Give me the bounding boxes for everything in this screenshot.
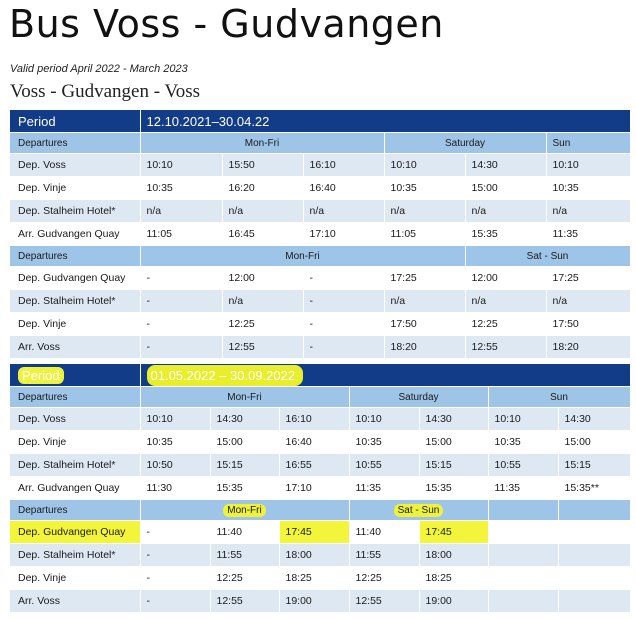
time-cell [558, 544, 630, 567]
time-cell: 10:10 [384, 154, 465, 177]
time-cell: 17:45 [279, 521, 349, 544]
period-bar [10, 364, 630, 387]
time-cell: 11:55 [349, 544, 419, 567]
period-label-text: Period [22, 367, 60, 383]
time-cell: 10:10 [140, 408, 210, 431]
time-cell: 15:00 [419, 431, 488, 454]
time-cell: 15:15 [558, 454, 630, 477]
time-cell: 16:20 [222, 177, 303, 200]
header-mon-fri: Mon-Fri [140, 246, 465, 267]
time-cell: 12:25 [349, 567, 419, 590]
header-sun: Sun [488, 387, 630, 408]
time-cell: 18:00 [279, 544, 349, 567]
header-mon-fri: Mon-Fri [140, 133, 384, 154]
stop-name: Dep. Stalheim Hotel* [10, 200, 140, 223]
time-cell: 10:10 [349, 408, 419, 431]
time-cell [488, 590, 558, 613]
period-dates [140, 364, 630, 387]
time-cell: 15:35** [558, 477, 630, 500]
time-cell: 11:30 [140, 477, 210, 500]
time-cell: 19:00 [279, 590, 349, 613]
time-cell: 15:50 [222, 154, 303, 177]
time-cell: 17:50 [384, 313, 465, 336]
time-cell: 18:00 [419, 544, 488, 567]
header-sat-sun: Sat - Sun [465, 246, 630, 267]
table-row [10, 408, 630, 431]
header-row [10, 246, 630, 267]
time-cell: 11:35 [488, 477, 558, 500]
time-cell: 12:55 [222, 336, 303, 359]
time-cell: 17:10 [303, 223, 384, 246]
time-cell: 18:25 [419, 567, 488, 590]
time-cell: 16:40 [303, 177, 384, 200]
time-cell: 18:20 [546, 336, 630, 359]
time-cell: n/a [140, 200, 222, 223]
stop-name: Arr. Voss [10, 590, 140, 613]
stop-name: Arr. Gudvangen Quay [10, 223, 140, 246]
time-cell: 10:35 [546, 177, 630, 200]
time-cell: 10:35 [488, 431, 558, 454]
valid-period-text: Valid period April 2022 - March 2023 [10, 63, 188, 75]
time-cell: 10:35 [384, 177, 465, 200]
time-cell: 15:35 [419, 477, 488, 500]
time-cell: n/a [384, 290, 465, 313]
header-row [10, 133, 630, 154]
time-cell: n/a [546, 200, 630, 223]
time-cell: - [140, 267, 222, 290]
header-sat-sun-text: Sat - Sun [397, 504, 440, 516]
table-row [10, 336, 630, 359]
table-row [10, 431, 630, 454]
period-dates-text: 01.05.2022 – 30.09.2022 [150, 367, 296, 383]
time-cell: 11:35 [546, 223, 630, 246]
header-departures: Departures [10, 246, 140, 267]
stop-name: Dep. Vinje [10, 177, 140, 200]
table-row [10, 454, 630, 477]
time-cell: - [303, 336, 384, 359]
time-cell [488, 567, 558, 590]
time-cell: 10:55 [488, 454, 558, 477]
time-cell: 12:00 [222, 267, 303, 290]
header-saturday: Saturday [384, 133, 546, 154]
stop-name: Dep. Voss [10, 154, 140, 177]
time-cell: 12:25 [222, 313, 303, 336]
time-cell: 19:00 [419, 590, 488, 613]
timetable-period-1 [10, 110, 631, 359]
table-row [10, 477, 630, 500]
time-cell: 12:25 [465, 313, 546, 336]
time-cell: n/a [546, 290, 630, 313]
route-heading: Voss - Gudvangen - Voss [10, 81, 201, 102]
period-dates: 12.10.2021–30.04.22 [140, 110, 630, 133]
time-cell: 15:00 [210, 431, 279, 454]
header-row [10, 500, 630, 521]
time-cell: - [140, 567, 210, 590]
stop-name: Dep. Stalheim Hotel* [10, 454, 140, 477]
header-mon-fri: Mon-Fri [140, 387, 349, 408]
time-cell: 11:05 [140, 223, 222, 246]
time-cell: 15:00 [465, 177, 546, 200]
time-cell: 14:30 [465, 154, 546, 177]
time-cell: - [140, 544, 210, 567]
time-cell: n/a [222, 290, 303, 313]
period-bar [10, 110, 630, 133]
time-cell: - [140, 521, 210, 544]
header-departures: Departures [10, 387, 140, 408]
stop-name: Dep. Vinje [10, 567, 140, 590]
time-cell: 12:00 [465, 267, 546, 290]
highlight-marker [223, 504, 265, 517]
time-cell: 11:35 [349, 477, 419, 500]
time-cell: - [140, 290, 222, 313]
time-cell: 10:55 [349, 454, 419, 477]
time-cell: 12:55 [465, 336, 546, 359]
empty-cell [488, 500, 558, 521]
time-cell: 10:50 [140, 454, 210, 477]
time-cell: 17:10 [279, 477, 349, 500]
time-cell: 18:20 [384, 336, 465, 359]
table-row [10, 567, 630, 590]
time-cell: - [303, 267, 384, 290]
time-cell: - [303, 313, 384, 336]
time-cell: n/a [465, 200, 546, 223]
time-cell: 10:10 [488, 408, 558, 431]
time-cell: 12:25 [210, 567, 279, 590]
table-row [10, 200, 630, 223]
time-cell: 14:30 [210, 408, 279, 431]
table-row [10, 290, 630, 313]
time-cell: n/a [303, 200, 384, 223]
time-cell: 11:55 [210, 544, 279, 567]
time-cell: n/a [384, 200, 465, 223]
time-cell: 17:50 [546, 313, 630, 336]
table-row [10, 267, 630, 290]
time-cell: 15:35 [210, 477, 279, 500]
time-cell: - [140, 313, 222, 336]
header-departures: Departures [10, 500, 140, 521]
time-cell [558, 567, 630, 590]
stop-name: Dep. Voss [10, 408, 140, 431]
header-mon-fri [140, 500, 349, 521]
time-cell [558, 521, 630, 544]
empty-cell [558, 500, 630, 521]
timetable-period-2 [10, 364, 631, 613]
time-cell: n/a [465, 290, 546, 313]
highlight-marker [147, 365, 304, 386]
time-cell: n/a [222, 200, 303, 223]
stop-name: Dep. Stalheim Hotel* [10, 544, 140, 567]
header-sat-sun [349, 500, 488, 521]
time-cell: 17:25 [546, 267, 630, 290]
header-mon-fri-text: Mon-Fri [227, 504, 262, 516]
stop-name: Arr. Gudvangen Quay [10, 477, 140, 500]
table-row [10, 313, 630, 336]
time-cell: 11:40 [210, 521, 279, 544]
time-cell: 10:35 [140, 431, 210, 454]
time-cell: 12:55 [210, 590, 279, 613]
time-cell: 10:35 [349, 431, 419, 454]
time-cell: 15:00 [558, 431, 630, 454]
time-cell: - [140, 590, 210, 613]
time-cell: 17:45 [419, 521, 488, 544]
stop-name: Arr. Voss [10, 336, 140, 359]
time-cell: 15:35 [465, 223, 546, 246]
time-cell: 15:15 [210, 454, 279, 477]
stop-name: Dep. Vinje [10, 313, 140, 336]
time-cell [558, 590, 630, 613]
stop-name: Dep. Vinje [10, 431, 140, 454]
highlight-marker [18, 367, 64, 384]
time-cell [488, 544, 558, 567]
time-cell: 16:10 [303, 154, 384, 177]
table-row [10, 544, 630, 567]
time-cell: - [140, 336, 222, 359]
period-label [10, 364, 140, 387]
header-sun: Sun [546, 133, 630, 154]
table-row [10, 154, 630, 177]
time-cell: 10:10 [140, 154, 222, 177]
table-row [10, 590, 630, 613]
header-departures: Departures [10, 133, 140, 154]
stop-name: Dep. Stalheim Hotel* [10, 290, 140, 313]
stop-name: Dep. Gudvangen Quay [10, 521, 140, 544]
time-cell: 16:45 [222, 223, 303, 246]
highlight-marker [394, 504, 444, 517]
period-label: Period [10, 110, 140, 133]
page-title: Bus Voss - Gudvangen [9, 2, 444, 46]
time-cell: 10:10 [546, 154, 630, 177]
time-cell: 14:30 [419, 408, 488, 431]
table-row [10, 177, 630, 200]
time-cell: 12:55 [349, 590, 419, 613]
time-cell: 16:40 [279, 431, 349, 454]
time-cell: 11:40 [349, 521, 419, 544]
time-cell: 15:15 [419, 454, 488, 477]
time-cell: 10:35 [140, 177, 222, 200]
time-cell: 17:25 [384, 267, 465, 290]
time-cell: 14:30 [558, 408, 630, 431]
time-cell: 16:55 [279, 454, 349, 477]
time-cell: 16:10 [279, 408, 349, 431]
time-cell [488, 521, 558, 544]
time-cell: 18:25 [279, 567, 349, 590]
header-row [10, 387, 630, 408]
table-row [10, 521, 630, 544]
stop-name: Dep. Gudvangen Quay [10, 267, 140, 290]
header-saturday: Saturday [349, 387, 488, 408]
time-cell: 11:05 [384, 223, 465, 246]
time-cell: - [303, 290, 384, 313]
table-row [10, 223, 630, 246]
